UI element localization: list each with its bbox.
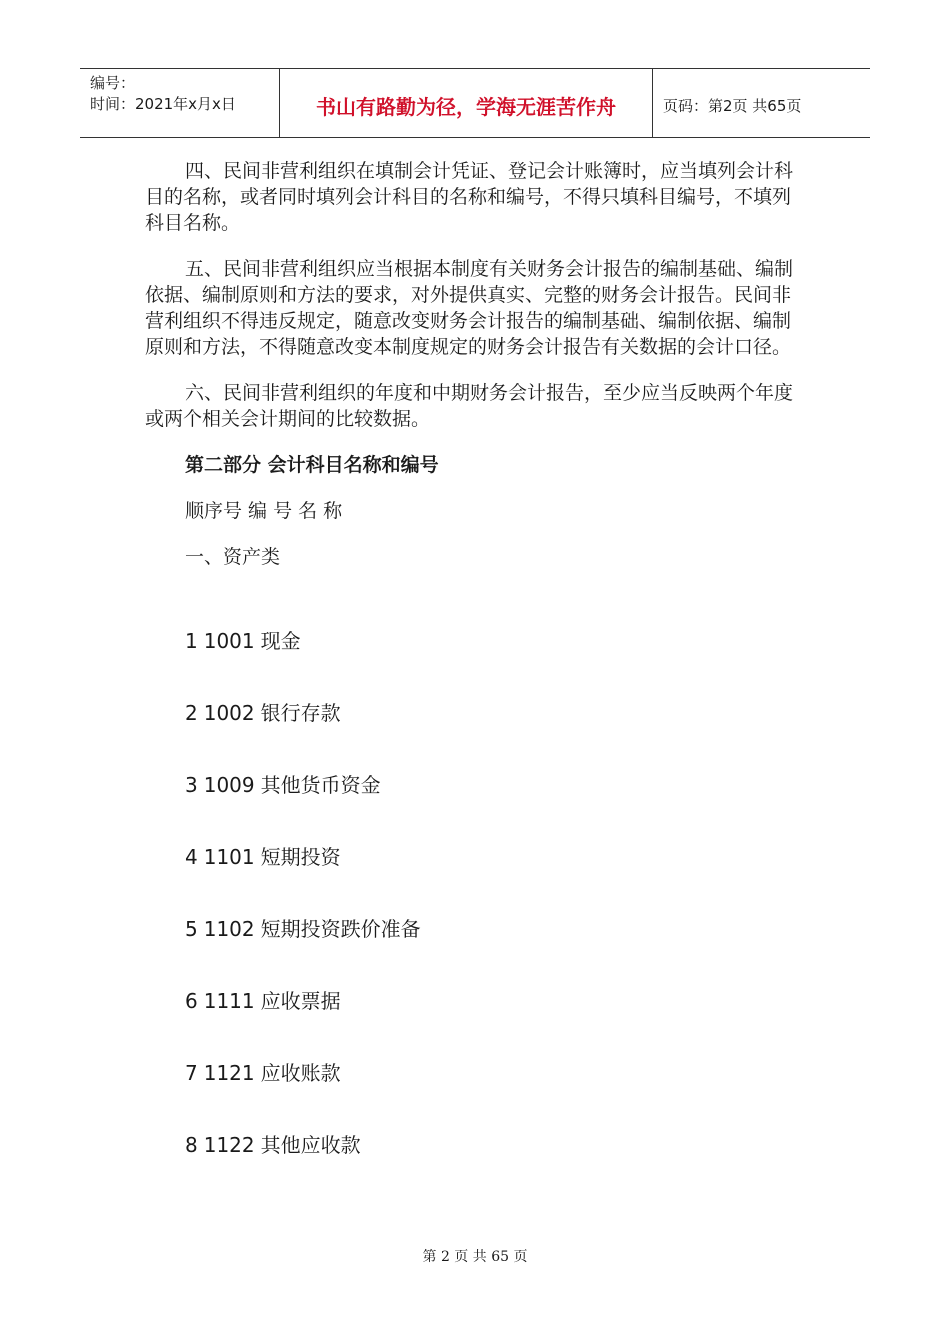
header-motto: 书山有路勤为径，学海无涯苦作舟 bbox=[280, 69, 653, 137]
account-code: 1102 bbox=[203, 917, 255, 941]
account-code: 1002 bbox=[203, 701, 255, 725]
column-header: 顺序号 编 号 名 称 bbox=[185, 500, 343, 522]
paragraph-4: 四、民间非营利组织在填制会计凭证、登记会计账簿时，应当填列会计科目的名称，或者同时填列会计科目的名称和编号，不得只填科目编号，不填列科目名称。 bbox=[145, 160, 794, 234]
account-item bbox=[185, 772, 421, 844]
document-body bbox=[145, 158, 805, 590]
account-item bbox=[185, 1060, 421, 1132]
account-name: 其他应收款 bbox=[260, 1133, 361, 1157]
account-code: 1101 bbox=[203, 845, 255, 869]
page-header bbox=[80, 68, 870, 138]
account-name: 银行存款 bbox=[260, 701, 341, 725]
account-name: 短期投资跌价准备 bbox=[260, 917, 421, 941]
account-item bbox=[185, 988, 421, 1060]
account-item bbox=[185, 1132, 421, 1204]
header-page-info: 页码：第2页 共65页 bbox=[663, 96, 802, 115]
account-name: 应收账款 bbox=[260, 1061, 341, 1085]
account-name: 短期投资 bbox=[260, 845, 341, 869]
account-seq: 8 bbox=[185, 1133, 198, 1157]
account-seq: 2 bbox=[185, 701, 198, 725]
account-code: 1001 bbox=[203, 629, 255, 653]
account-seq: 7 bbox=[185, 1061, 198, 1085]
header-meta bbox=[80, 69, 280, 137]
account-name: 应收票据 bbox=[260, 989, 341, 1013]
page-footer: 第 2 页 共 65 页 bbox=[422, 1249, 528, 1265]
account-item bbox=[185, 700, 421, 772]
account-code: 1111 bbox=[203, 989, 255, 1013]
account-item bbox=[185, 844, 421, 916]
account-name: 现金 bbox=[260, 629, 301, 653]
account-name: 其他货币资金 bbox=[260, 773, 381, 797]
document-number-label: 编号： bbox=[90, 74, 136, 92]
account-item bbox=[185, 916, 421, 988]
account-seq: 3 bbox=[185, 773, 198, 797]
account-seq: 5 bbox=[185, 917, 198, 941]
paragraph-5: 五、民间非营利组织应当根据本制度有关财务会计报告的编制基础、编制依据、编制原则和方法的要求，对外提供真实、完整的财务会计报告。民间非营利组织不得违反规定，随意改变财务会计报告的编制基础、编制依据、编制原则和方法，不得随意改变本制度规定的财务会计报告有关数据的会计口径。 bbox=[145, 258, 794, 358]
account-code: 1009 bbox=[203, 773, 255, 797]
account-list bbox=[185, 628, 421, 1204]
account-seq: 6 bbox=[185, 989, 198, 1013]
account-seq: 1 bbox=[185, 629, 198, 653]
paragraph-6: 六、民间非营利组织的年度和中期财务会计报告，至少应当反映两个年度或两个相关会计期间的比较数据。 bbox=[145, 382, 794, 430]
account-code: 1122 bbox=[203, 1133, 255, 1157]
document-time-label: 时间：2021年x月x日 bbox=[90, 95, 236, 113]
category-heading: 一、资产类 bbox=[185, 546, 281, 568]
section-title: 第二部分 会计科目名称和编号 bbox=[185, 454, 439, 476]
account-code: 1121 bbox=[203, 1061, 255, 1085]
account-seq: 4 bbox=[185, 845, 198, 869]
account-item bbox=[185, 628, 421, 700]
